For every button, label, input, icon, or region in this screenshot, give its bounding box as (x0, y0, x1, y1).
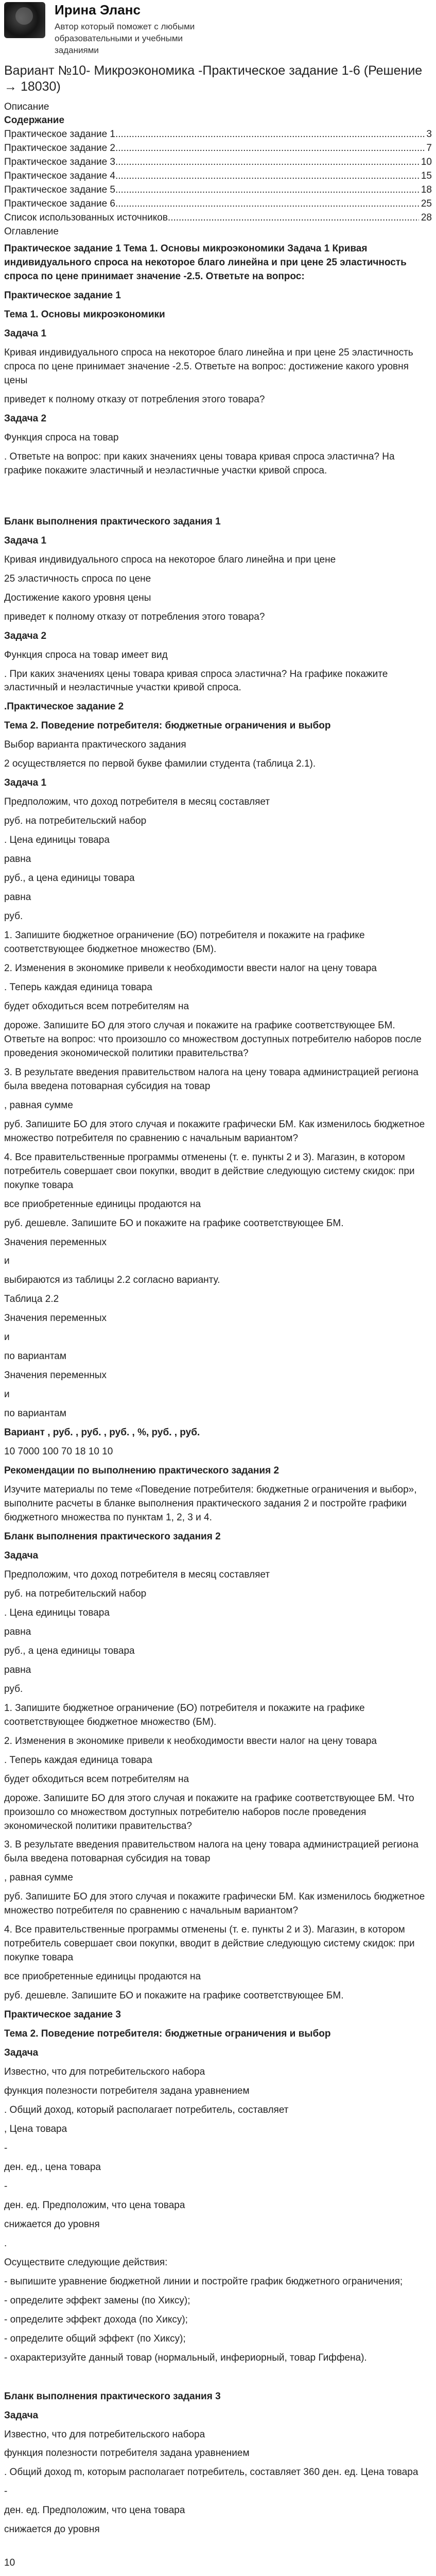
section-heading: Задача (4, 2047, 39, 2059)
paragraph: будет обходиться всем потребителям на (4, 1001, 189, 1012)
paragraph: - (4, 2486, 8, 2497)
paragraph: - (4, 2142, 8, 2154)
outline-label: Оглавление (4, 226, 59, 238)
paragraph: 4. Все правительственные программы отменены (т. е. пункты 2 и 3). Магазин, в котором потребитель совершает свои покупки, вводит в действие следующую систему скидок: при покупке товара (4, 1924, 415, 1963)
toc-item-page: 18 (421, 184, 432, 196)
toc-item[interactable] (4, 156, 432, 170)
paragraph: приведет к полному отказу от потребления этого товара? (4, 611, 265, 622)
paragraph: все приобретенные единицы продаются на (4, 1971, 201, 1982)
toc-leader-dots (115, 142, 424, 156)
section-heading: Тема 2. Поведение потребителя: бюджетные ограничения и выбор (4, 2028, 331, 2040)
section-heading: Тема 2. Поведение потребителя: бюджетные ограничения и выбор (4, 720, 331, 732)
paragraph: Функция спроса на товар (4, 432, 119, 443)
toc-leader-dots (115, 183, 419, 197)
paragraph: . Ответьте на вопрос: при каких значениях цены товара кривая спроса эластична? На графике покажите эластичный и неэластичные участки кривой спроса. (4, 451, 395, 476)
paragraph: . Общий доход, который располагает потребитель, составляет (4, 2105, 289, 2115)
paragraph: Достижение какого уровня цены (4, 592, 151, 603)
paragraph: функция полезности потребителя задана уравнением (4, 2448, 250, 2459)
table-of-contents (4, 128, 432, 225)
paragraph: руб. Запишите БО для этого случая и покажите графически БМ. Как изменилось бюджетное множество потребителя по сравнению с начальным вариантом? (4, 1891, 425, 1917)
toc-item-page: 10 (421, 157, 432, 168)
paragraph: 10 7000 100 70 18 10 10 (4, 1446, 113, 1458)
toc-item[interactable] (4, 128, 432, 142)
toc-item[interactable] (4, 142, 432, 156)
paragraph: функция полезности потребителя задана уравнением (4, 2086, 250, 2097)
section-heading: Бланк выполнения практического задания 3 (4, 2391, 221, 2402)
paragraph: дороже. Запишите БО для этого случая и покажите на графике соответствующее БМ. Что произошло со множеством доступных потребителю наборов после проведения экономической политики правительства? (4, 1792, 414, 1832)
paragraph: руб. (4, 1683, 23, 1694)
page-title: Вариант №10- Микроэкономика -Практическое задание 1-6 (Решение → 18030) (4, 63, 423, 94)
paragraph: Известно, что для потребительского набора (4, 2066, 205, 2078)
document-body (4, 242, 432, 2576)
paragraph: снижается до уровня (4, 2524, 100, 2535)
paragraph: Предположим, что доход потребителя в месяц составляет (4, 1569, 270, 1580)
paragraph: 2. Изменения в экономике привели к необходимости ввести налог на цену товара (4, 963, 377, 974)
paragraph: - выпишите уравнение бюджетной линии и постройте график бюджетного ограничения; (4, 2276, 403, 2287)
section-heading: Бланк выполнения практического задания 1 (4, 516, 221, 527)
paragraph: . При каких значениях цены товара кривая спроса эластична? На графике покажите эластичный и неэластичные участки кривой спроса. (4, 668, 388, 693)
toc-leader-dots (168, 211, 419, 225)
section-heading: Тема 1. Основы микроэкономики (4, 309, 165, 320)
section-heading: Рекомендации по выполнению практического задания 2 (4, 1465, 280, 1477)
paragraph: , равная сумме (4, 1872, 73, 1884)
paragraph: руб. Запишите БО для этого случая и покажите графически БМ. Как изменилось бюджетное множество потребителя по сравнению с начальным вариантом? (4, 1118, 425, 1144)
toc-item[interactable] (4, 183, 432, 197)
paragraph: 10 (4, 2557, 15, 2569)
toc-leader-dots (115, 156, 419, 170)
paragraph: Таблица 2.2 (4, 1294, 59, 1305)
section-heading: Бланк выполнения практического задания 2 (4, 1531, 221, 1542)
paragraph: Функция спроса на товар имеет вид (4, 649, 168, 660)
paragraph: по вариантам (4, 1408, 66, 1419)
toc-item[interactable] (4, 211, 432, 225)
toc-item-page: 3 (426, 129, 432, 140)
spacer (4, 483, 432, 510)
toc-item-page: 28 (421, 212, 432, 224)
paragraph: приведет к полному отказу от потребления этого товара? (4, 394, 265, 405)
section-heading: Практическое задание 3 (4, 2009, 121, 2021)
paragraph: дороже. Запишите БО для этого случая и покажите на графике соответствующее БМ. Ответьте на вопрос: что произошло со множеством доступных потребителю наборов после проведения экономической политики правительства? (4, 1020, 422, 1059)
paragraph: руб. на потребительский набор (4, 816, 147, 827)
paragraph: будет обходиться всем потребителям на (4, 1773, 189, 1785)
author-header (4, 0, 432, 63)
toc-item-text: Практическое задание 3 (4, 157, 115, 168)
paragraph: 2. Изменения в экономике привели к необходимости ввести налог на цену товара (4, 1735, 377, 1747)
section-heading: Задача 2 (4, 413, 47, 424)
paragraph: Изучите материалы по теме «Поведение потребителя: бюджетные ограничения и выбор», выполните расчеты в бланке выполнения практического задания 2 и постройте графики бюджетного множества по пунктам 1, 2, 3 и 4. (4, 1484, 417, 1523)
description-label: Описание (4, 101, 49, 112)
paragraph: . (4, 2238, 7, 2249)
paragraph: равна (4, 854, 31, 865)
paragraph: Значения переменных (4, 1313, 107, 1324)
paragraph: равна (4, 1626, 31, 1637)
paragraph: ден. ед. Предположим, что цена товара (4, 2505, 185, 2516)
toc-leader-dots (115, 128, 424, 142)
paragraph: Выбор варианта практического задания (4, 739, 186, 751)
author-block (55, 2, 224, 57)
paragraph: 1. Запишите бюджетное ограничение (БО) потребителя и покажите на графике соответствующее бюджетное множество (БМ). (4, 930, 365, 955)
paragraph: . Теперь каждая единица товара (4, 981, 152, 993)
paragraph: 4. Все правительственные программы отменены (т. е. пункты 2 и 3). Магазин, в котором потребитель совершает свои покупки, вводит в действие следующую систему скидок: при покупке товара (4, 1151, 415, 1191)
author-description: Автор который поможет с любыми образовательными и учебными заданиями (55, 22, 195, 56)
section-heading: Задача 2 (4, 630, 47, 641)
paragraph: - определите эффект дохода (по Хиксу); (4, 2314, 188, 2325)
toc-leader-dots (115, 170, 419, 183)
section-heading: Задача (4, 1550, 39, 1561)
toc-item-text: Практическое задание 2 (4, 143, 115, 154)
paragraph: 1. Запишите бюджетное ограничение (БО) потребителя и покажите на графике соответствующее бюджетное множество (БМ). (4, 1702, 365, 1727)
toc-item-page: 25 (421, 198, 432, 210)
section-heading: Практическое задание 1 (4, 290, 121, 301)
toc-item-text: Практическое задание 5 (4, 184, 115, 196)
paragraph: Известно, что для потребительского набора (4, 2429, 205, 2440)
paragraph: по вариантам (4, 1351, 66, 1362)
paragraph: Значения переменных (4, 1370, 107, 1381)
section-heading: Задача (4, 2410, 39, 2421)
paragraph: руб., а цена единицы товара (4, 1645, 135, 1656)
section-heading: .Практическое задание 2 (4, 701, 124, 713)
paragraph: Кривая индивидуального спроса на некоторое благо линейна и при цене (4, 554, 336, 565)
paragraph: все приобретенные единицы продаются на (4, 1198, 201, 1210)
paragraph: . Общий доход m, которым располагает потребитель, составляет 360 ден. ед. Цена товара (4, 2467, 418, 2478)
toc-item[interactable] (4, 197, 432, 211)
paragraph: ден. ед., цена товара (4, 2161, 101, 2173)
paragraph: руб., а цена единицы товара (4, 873, 135, 884)
author-name[interactable]: Ирина Эланс (55, 2, 141, 18)
paragraph: Предположим, что доход потребителя в месяц составляет (4, 796, 270, 808)
paragraph: Осуществите следующие действия: (4, 2257, 168, 2268)
paragraph: руб. дешевле. Запишите БО и покажите на графике соответствующее БМ. (4, 1217, 344, 1229)
paragraph: 25 эластичность спроса по цене (4, 573, 151, 584)
section-heading: Практическое задание 1 Тема 1. Основы микроэкономики Задача 1 Кривая индивидуального спроса на некоторое благо линейна и при цене 25 эластичность спроса по цене принимает значение -2.5. Ответьте на вопрос: (4, 243, 407, 282)
spacer (4, 2370, 432, 2385)
paragraph: руб. дешевле. Запишите БО и покажите на графике соответствующее БМ. (4, 1990, 344, 2002)
toc-item-page: 15 (421, 171, 432, 182)
avatar[interactable] (4, 2, 45, 38)
paragraph: - определите общий эффект (по Хиксу); (4, 2333, 186, 2344)
paragraph: - определите эффект замены (по Хиксу); (4, 2295, 190, 2306)
paragraph: . Цена единицы товара (4, 835, 110, 846)
paragraph: равна (4, 1664, 31, 1675)
paragraph: и (4, 1256, 10, 1267)
paragraph: снижается до уровня (4, 2218, 100, 2230)
toc-item-text: Список использованных источников (4, 212, 168, 224)
paragraph: руб. (4, 911, 23, 922)
toc-item-page: 7 (426, 143, 432, 154)
toc-item-text: Практическое задание 6 (4, 198, 115, 210)
section-heading: Вариант , руб. , руб. , руб. , %, руб. , руб. (4, 1427, 200, 1438)
paragraph: равна (4, 892, 31, 903)
paragraph: 3. В результате введения правительством налога на цену товара администрацией региона была введена потоварная субсидия на товар (4, 1839, 418, 1865)
paragraph: 2 осуществляется по первой букве фамилии студента (таблица 2.1). (4, 758, 316, 770)
paragraph: Значения переменных (4, 1236, 107, 1248)
section-heading: Задача 1 (4, 328, 47, 340)
paragraph: выбираются из таблицы 2.2 согласно варианту. (4, 1275, 220, 1286)
paragraph: ден. ед. Предположим, что цена товара (4, 2199, 185, 2211)
paragraph: - (4, 2180, 8, 2192)
section-heading: Задача 1 (4, 777, 47, 789)
toc-item-text: Практическое задание 4 (4, 171, 115, 182)
toc-item-text: Практическое задание 1 (4, 129, 115, 140)
paragraph: . Теперь каждая единица товара (4, 1754, 152, 1766)
paragraph: , равная сумме (4, 1099, 73, 1111)
paragraph: и (4, 1389, 10, 1400)
toc-leader-dots (115, 197, 419, 211)
section-heading: Задача 1 (4, 535, 47, 546)
paragraph: Кривая индивидуального спроса на некоторое благо линейна и при цене 25 эластичность спроса по цене принимает значение -2.5. Ответьте на вопрос: достижение какого уровня цены (4, 347, 413, 386)
paragraph: руб. на потребительский набор (4, 1588, 147, 1599)
toc-label: Содержание (4, 115, 65, 126)
paragraph: - охарактеризуйте данный товар (нормальный, инфериорный, товар Гиффена). (4, 2352, 367, 2363)
paragraph: 3. В результате введения правительством налога на цену товара администрацией региона была введена потоварная субсидия на товар (4, 1066, 418, 1092)
paragraph: , Цена товара (4, 2123, 67, 2134)
paragraph: . Цена единицы товара (4, 1607, 110, 1618)
spacer (4, 2542, 432, 2556)
paragraph: и (4, 1332, 10, 1343)
toc-item[interactable] (4, 170, 432, 183)
